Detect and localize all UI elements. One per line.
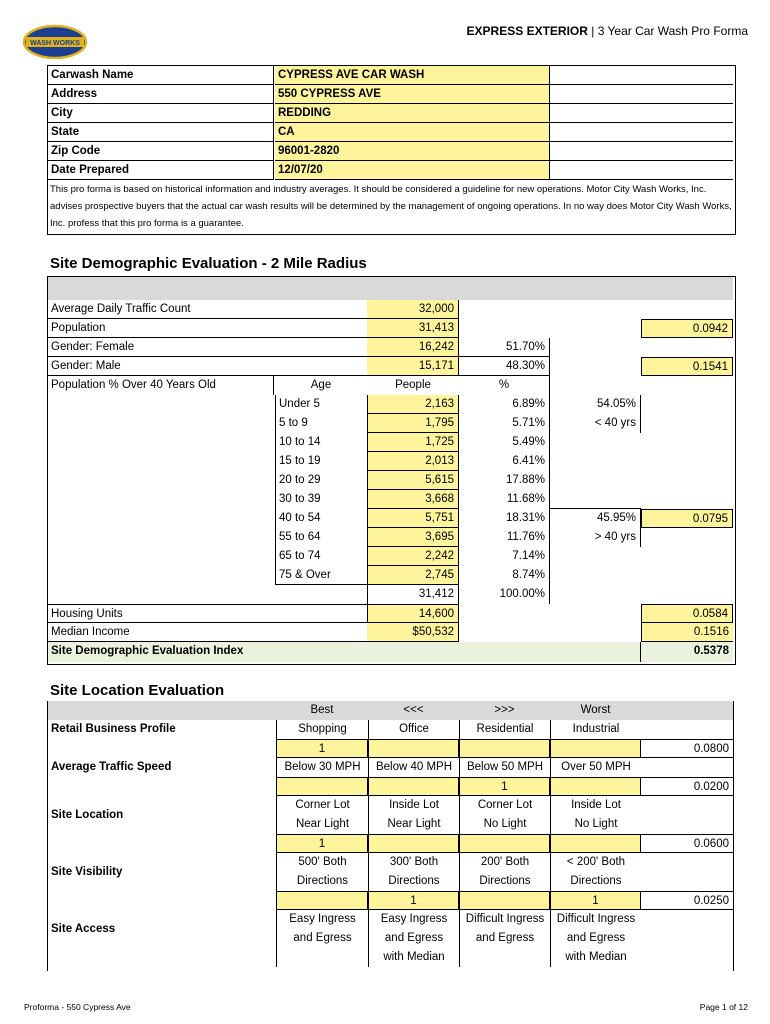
option-text: 300' Both (368, 853, 459, 872)
age-header: Age (310, 379, 332, 391)
site-visibility-label: Site Visibility (51, 866, 123, 878)
age-group: 10 to 14 (275, 433, 367, 452)
scale-label: <<< (403, 704, 424, 716)
option-text: < 200' Both (550, 853, 641, 872)
option-text: and Egress (550, 929, 641, 948)
income-score: 0.1516 (641, 623, 733, 642)
age-pct: 6.89% (459, 395, 550, 414)
option-text: Inside Lot (368, 796, 459, 815)
mark-cell: 1 (368, 891, 459, 910)
over40-group-label: > 40 yrs (550, 528, 641, 547)
mark-cell (276, 777, 368, 796)
disclaimer: This pro forma is based on historical information and industry averages. It should be considered a guideline for new operations. Motor City Wash Works, Inc. advises prospective buyers that the actual car wash results will be determined by the management of ongoing operations. In no way does Motor City Wash Works, Inc. profess that this pro forma is a guarantee. (50, 184, 732, 229)
housing-label: Housing Units (48, 604, 367, 623)
option-text: Corner Lot (459, 796, 550, 815)
location-title: Site Location Evaluation (50, 682, 225, 699)
option-text: Corner Lot (276, 796, 368, 815)
age-pct: 5.49% (459, 433, 550, 452)
female-label: Gender: Female (48, 338, 367, 357)
age-people: 2,013 (367, 452, 459, 471)
age-people: 3,668 (367, 490, 459, 509)
income-label: Median Income (48, 623, 367, 642)
total-people: 31,412 (367, 585, 459, 604)
option-text: Directions (550, 872, 641, 891)
age-group: 5 to 9 (275, 414, 367, 433)
speed-option: Below 40 MPH (368, 758, 459, 777)
option-text: and Egress (368, 929, 459, 948)
speed-option: Over 50 MPH (550, 758, 641, 777)
info-blank (550, 161, 733, 180)
mark-cell (276, 891, 368, 910)
age-people: 2,242 (367, 547, 459, 566)
age-people: 2,745 (367, 566, 459, 585)
age-pct: 7.14% (459, 547, 550, 566)
income-value: $50,532 (367, 623, 459, 642)
mark-cell (459, 739, 550, 758)
over40-pct: 45.95% (550, 509, 641, 528)
document-title: EXPRESS EXTERIOR | 3 Year Car Wash Pro Forma (466, 24, 748, 38)
info-label: Carwash Name (48, 66, 274, 85)
age-group: 40 to 54 (275, 509, 367, 528)
wash-works-logo (22, 24, 88, 60)
retail-option: Shopping (276, 720, 368, 739)
mark-cell: 1 (550, 891, 641, 910)
mark-cell (550, 777, 641, 796)
option-text: Easy Ingress (368, 910, 459, 929)
option-text (459, 948, 550, 967)
female-value: 16,242 (367, 338, 459, 357)
age-group: 75 & Over (275, 566, 367, 585)
score-cell: 0.0200 (641, 777, 733, 796)
logo-text: WASH WORKS (30, 40, 80, 47)
info-value: 96001-2820 (275, 142, 550, 161)
age-pct: 11.76% (459, 528, 550, 547)
index-label: Site Demographic Evaluation Index (48, 642, 641, 662)
mark-cell: 1 (276, 739, 368, 758)
footer-left: Proforma - 550 Cypress Ave (24, 1002, 131, 1012)
speed-option: Below 30 MPH (276, 758, 368, 777)
score-cell: 0.0600 (641, 834, 733, 853)
option-text: with Median (368, 948, 459, 967)
site-access-label: Site Access (51, 923, 116, 935)
demographic-header-bar (48, 277, 733, 300)
housing-value: 14,600 (367, 604, 459, 623)
option-text: Directions (459, 872, 550, 891)
age-pct: 17.88% (459, 471, 550, 490)
retail-label: Retail Business Profile (51, 723, 176, 735)
option-text: Directions (368, 872, 459, 891)
age-group: 55 to 64 (275, 528, 367, 547)
site-location-label: Site Location (51, 809, 124, 821)
age-pct: 8.74% (459, 566, 550, 585)
option-text: 500' Both (276, 853, 368, 872)
age-pct: 18.31% (459, 509, 550, 528)
male-label: Gender: Male (48, 357, 367, 376)
mark-cell (368, 739, 459, 758)
speed-option: Below 50 MPH (459, 758, 550, 777)
population-value: 31,413 (367, 319, 459, 338)
total-pct: 100.00% (459, 585, 550, 604)
age-group: 65 to 74 (275, 547, 367, 566)
scale-label: >>> (494, 704, 515, 716)
mark-cell (550, 739, 641, 758)
score-cell: 0.0250 (641, 891, 733, 910)
age-group: 20 to 29 (275, 471, 367, 490)
mark-cell: 1 (459, 777, 550, 796)
mark-cell (368, 777, 459, 796)
age-people: 1,795 (367, 414, 459, 433)
info-blank (550, 104, 733, 123)
population-score: 0.0942 (641, 319, 733, 338)
traffic-value: 32,000 (367, 300, 459, 319)
demographic-title: Site Demographic Evaluation - 2 Mile Radius (50, 255, 367, 272)
housing-score: 0.0584 (641, 604, 733, 623)
option-text: No Light (550, 815, 641, 834)
group-divider (550, 508, 641, 509)
option-text: and Egress (459, 929, 550, 948)
scale-label: Worst (580, 704, 611, 716)
population-label: Population (48, 319, 367, 338)
mark-cell (459, 834, 550, 853)
info-label: Address (48, 85, 274, 104)
info-label: Date Prepared (48, 161, 274, 180)
under40-label: < 40 yrs (550, 414, 641, 433)
age-pct: 5.71% (459, 414, 550, 433)
option-text: Directions (276, 872, 368, 891)
info-blank (550, 66, 733, 85)
retail-option: Industrial (550, 720, 641, 739)
option-text: Difficult Ingress (550, 910, 641, 929)
option-text: 200' Both (459, 853, 550, 872)
under40-pct: 54.05% (550, 395, 641, 414)
people-header: People (395, 379, 431, 391)
retail-option: Residential (459, 720, 550, 739)
traffic-label: Average Daily Traffic Count (48, 300, 367, 319)
retail-option: Office (368, 720, 459, 739)
info-blank (550, 142, 733, 161)
info-label: Zip Code (48, 142, 274, 161)
option-text: Difficult Ingress (459, 910, 550, 929)
info-value: 550 CYPRESS AVE (275, 85, 550, 104)
age-people: 2,163 (367, 395, 459, 414)
age-pct: 11.68% (459, 490, 550, 509)
mark-cell (459, 891, 550, 910)
index-score: 0.5378 (641, 642, 733, 662)
info-value: 12/07/20 (275, 161, 550, 180)
age-group: Under 5 (275, 395, 367, 414)
mark-cell: 1 (276, 834, 368, 853)
score-cell: 0.0800 (641, 739, 733, 758)
info-value: CA (275, 123, 550, 142)
male-score: 0.1541 (641, 357, 733, 376)
option-text: Inside Lot (550, 796, 641, 815)
over40-label: Population % Over 40 Years Old (48, 376, 274, 395)
info-value: REDDING (275, 104, 550, 123)
age-group: 30 to 39 (275, 490, 367, 509)
age-group: 15 to 19 (275, 452, 367, 471)
age-people: 3,695 (367, 528, 459, 547)
option-text: and Egress (276, 929, 368, 948)
over40-score: 0.0795 (641, 509, 733, 528)
option-text (276, 948, 368, 967)
mark-cell (368, 834, 459, 853)
female-pct: 51.70% (459, 338, 550, 357)
pct-header: % (459, 376, 550, 395)
info-value: CYPRESS AVE CAR WASH (275, 66, 550, 85)
option-text: with Median (550, 948, 641, 967)
age-people: 5,615 (367, 471, 459, 490)
mark-cell (550, 834, 641, 853)
option-text: Near Light (276, 815, 368, 834)
footer-right: Page 1 of 12 (699, 1002, 748, 1012)
age-people: 1,725 (367, 433, 459, 452)
option-text: Easy Ingress (276, 910, 368, 929)
option-text: No Light (459, 815, 550, 834)
age-pct: 6.41% (459, 452, 550, 471)
male-value: 15,171 (367, 357, 459, 376)
option-text: Near Light (368, 815, 459, 834)
speed-label: Average Traffic Speed (51, 761, 172, 773)
info-blank (550, 123, 733, 142)
info-blank (550, 85, 733, 104)
info-label: State (48, 123, 274, 142)
scale-label: Best (310, 704, 334, 716)
male-pct: 48.30% (459, 357, 550, 376)
age-people: 5,751 (367, 509, 459, 528)
info-label: City (48, 104, 274, 123)
